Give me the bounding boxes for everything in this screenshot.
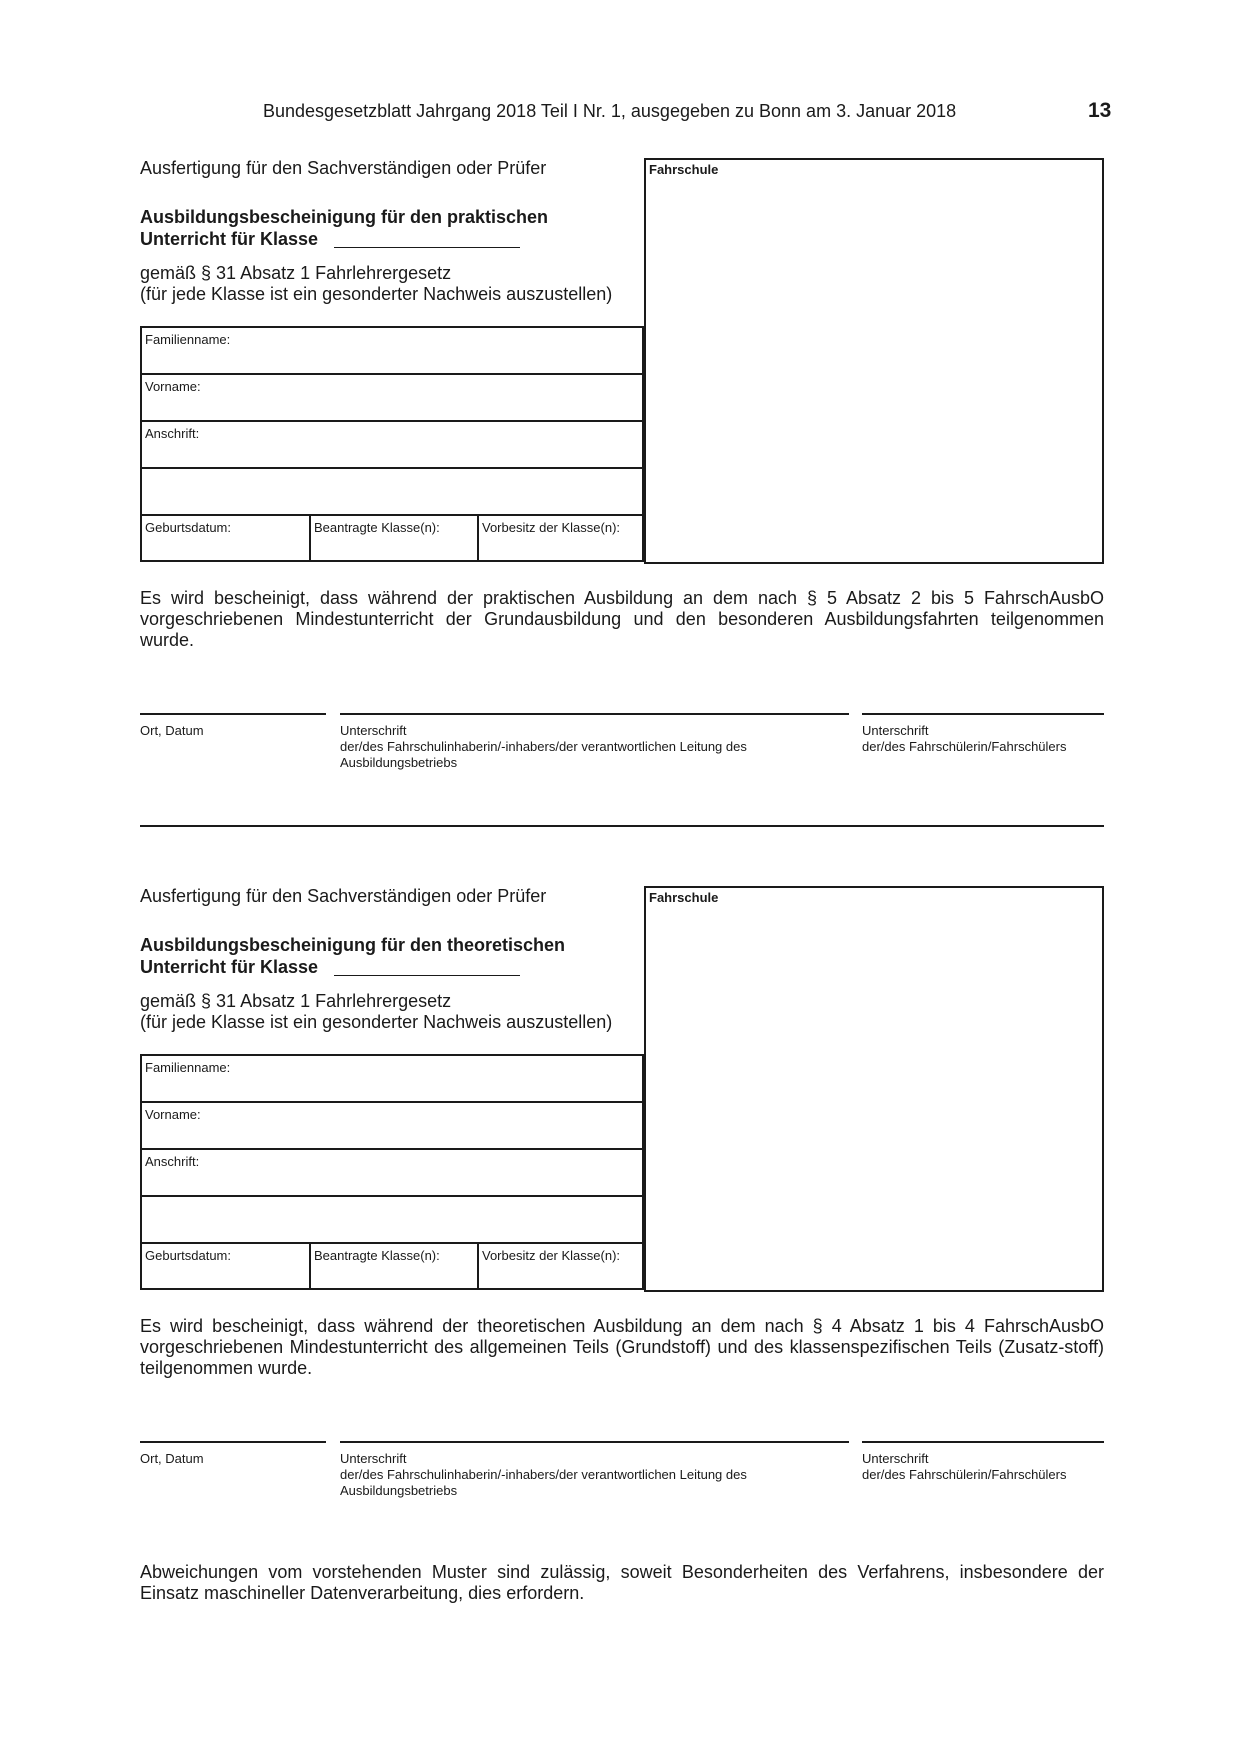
certification-text: Es wird bescheinigt, dass während der theoretischen Ausbildung an dem nach § 4 Absatz 1 bis 4 FahrschAusbO vorgeschriebenen Mindestunterricht des allgemeinen Teils (Grundstoff) und des klassenspezifischen Teils (Zusatz-stoff) teilgenommen wurde. xyxy=(140,1316,1104,1378)
title-line-2: Unterricht für Klasse xyxy=(140,229,319,249)
driving-school-label: Fahrschule xyxy=(649,162,719,177)
form-bottom-row xyxy=(142,1244,642,1288)
driving-school-label: Fahrschule xyxy=(649,890,719,905)
owner-signature-label xyxy=(340,723,860,771)
prior-classes-label: Vorbesitz der Klasse(n): xyxy=(482,520,621,535)
student-signature-line[interactable] xyxy=(862,713,1104,715)
certificate-title xyxy=(140,934,565,978)
address-field-line-2[interactable] xyxy=(142,469,642,516)
family-name-label: Familienname: xyxy=(145,332,231,347)
first-name-field[interactable] xyxy=(142,1103,642,1150)
student-signature-line-1: Unterschrift xyxy=(862,1451,929,1466)
prior-classes-label: Vorbesitz der Klasse(n): xyxy=(482,1248,621,1263)
legal-line-1: gemäß § 31 Absatz 1 Fahrlehrergesetz xyxy=(140,263,452,283)
student-data-form xyxy=(140,1054,644,1290)
applied-classes-field[interactable] xyxy=(309,1244,477,1288)
student-data-form xyxy=(140,326,644,562)
birth-date-field[interactable] xyxy=(142,1244,309,1288)
first-name-label: Vorname: xyxy=(145,1107,201,1122)
class-input-line[interactable] xyxy=(334,247,520,248)
owner-signature-line-1: Unterschrift xyxy=(340,723,407,738)
certificate-title xyxy=(140,206,548,250)
owner-signature-line-1: Unterschrift xyxy=(340,1451,407,1466)
address-label: Anschrift: xyxy=(145,1154,200,1169)
prior-classes-field[interactable] xyxy=(477,516,642,560)
certificate-theoretical xyxy=(0,886,1241,1616)
first-name-label: Vorname: xyxy=(145,379,201,394)
birth-date-label: Geburtsdatum: xyxy=(145,1248,231,1263)
place-date-line[interactable] xyxy=(140,713,326,715)
family-name-field[interactable] xyxy=(142,328,642,375)
student-signature-label xyxy=(862,723,1107,755)
legal-basis xyxy=(140,991,612,1033)
form-bottom-row xyxy=(142,516,642,560)
owner-signature-label xyxy=(340,1451,860,1499)
certificate-practical xyxy=(0,158,1241,888)
owner-signature-line[interactable] xyxy=(340,713,849,715)
owner-signature-line[interactable] xyxy=(340,1441,849,1443)
driving-school-stamp-box[interactable] xyxy=(644,886,1104,1292)
legal-line-2: (für jede Klasse ist ein gesonderter Nachweis auszustellen) xyxy=(140,1012,613,1032)
student-signature-line-2: der/des Fahrschülerin/Fahrschülers xyxy=(862,1467,1067,1482)
copy-label: Ausfertigung für den Sachverständigen oder Prüfer xyxy=(140,886,547,906)
birth-date-field[interactable] xyxy=(142,516,309,560)
legal-line-1: gemäß § 31 Absatz 1 Fahrlehrergesetz xyxy=(140,991,452,1011)
address-field-line-2[interactable] xyxy=(142,1197,642,1244)
owner-signature-line-3: Ausbildungsbetriebs xyxy=(340,1483,458,1498)
section-separator xyxy=(140,825,1104,827)
driving-school-stamp-box[interactable] xyxy=(644,158,1104,564)
title-line-1: Ausbildungsbescheinigung für den praktischen xyxy=(140,207,549,227)
owner-signature-line-2: der/des Fahrschulinhaberin/-inhabers/der verantwortlichen Leitung des xyxy=(340,739,747,754)
owner-signature-line-3: Ausbildungsbetriebs xyxy=(340,755,458,770)
legal-basis xyxy=(140,263,612,305)
copy-label: Ausfertigung für den Sachverständigen oder Prüfer xyxy=(140,158,547,178)
address-field[interactable] xyxy=(142,422,642,469)
family-name-label: Familienname: xyxy=(145,1060,231,1075)
address-label: Anschrift: xyxy=(145,426,200,441)
place-date-label: Ort, Datum xyxy=(140,723,204,738)
prior-classes-field[interactable] xyxy=(477,1244,642,1288)
address-field[interactable] xyxy=(142,1150,642,1197)
running-header: Bundesgesetzblatt Jahrgang 2018 Teil I Nr. 1, ausgegeben zu Bonn am 3. Januar 2018 xyxy=(263,101,957,121)
class-input-line[interactable] xyxy=(334,975,520,976)
first-name-field[interactable] xyxy=(142,375,642,422)
student-signature-line-1: Unterschrift xyxy=(862,723,929,738)
applied-classes-field[interactable] xyxy=(309,516,477,560)
title-line-1: Ausbildungsbescheinigung für den theoretischen xyxy=(140,935,566,955)
place-date-line[interactable] xyxy=(140,1441,326,1443)
birth-date-label: Geburtsdatum: xyxy=(145,520,231,535)
applied-classes-label: Beantragte Klasse(n): xyxy=(314,520,440,535)
student-signature-line-2: der/des Fahrschülerin/Fahrschülers xyxy=(862,739,1067,754)
footer-note: Abweichungen vom vorstehenden Muster sind zulässig, soweit Besonderheiten des Verfahrens, insbesondere der Einsatz maschineller Datenverarbeitung, dies erfordern. xyxy=(140,1562,1104,1603)
owner-signature-line-2: der/des Fahrschulinhaberin/-inhabers/der verantwortlichen Leitung des xyxy=(340,1467,747,1482)
title-line-2: Unterricht für Klasse xyxy=(140,957,319,977)
student-signature-line[interactable] xyxy=(862,1441,1104,1443)
certification-text: Es wird bescheinigt, dass während der praktischen Ausbildung an dem nach § 5 Absatz 2 bis 5 FahrschAusbO vorgeschriebenen Mindestunterricht der Grundausbildung und den besonderen Ausbildungsfahrten teilgenommen wurde. xyxy=(140,588,1104,650)
page-number: 13 xyxy=(1088,99,1112,122)
legal-line-2: (für jede Klasse ist ein gesonderter Nachweis auszustellen) xyxy=(140,284,613,304)
family-name-field[interactable] xyxy=(142,1056,642,1103)
student-signature-label xyxy=(862,1451,1107,1483)
place-date-label: Ort, Datum xyxy=(140,1451,204,1466)
applied-classes-label: Beantragte Klasse(n): xyxy=(314,1248,440,1263)
